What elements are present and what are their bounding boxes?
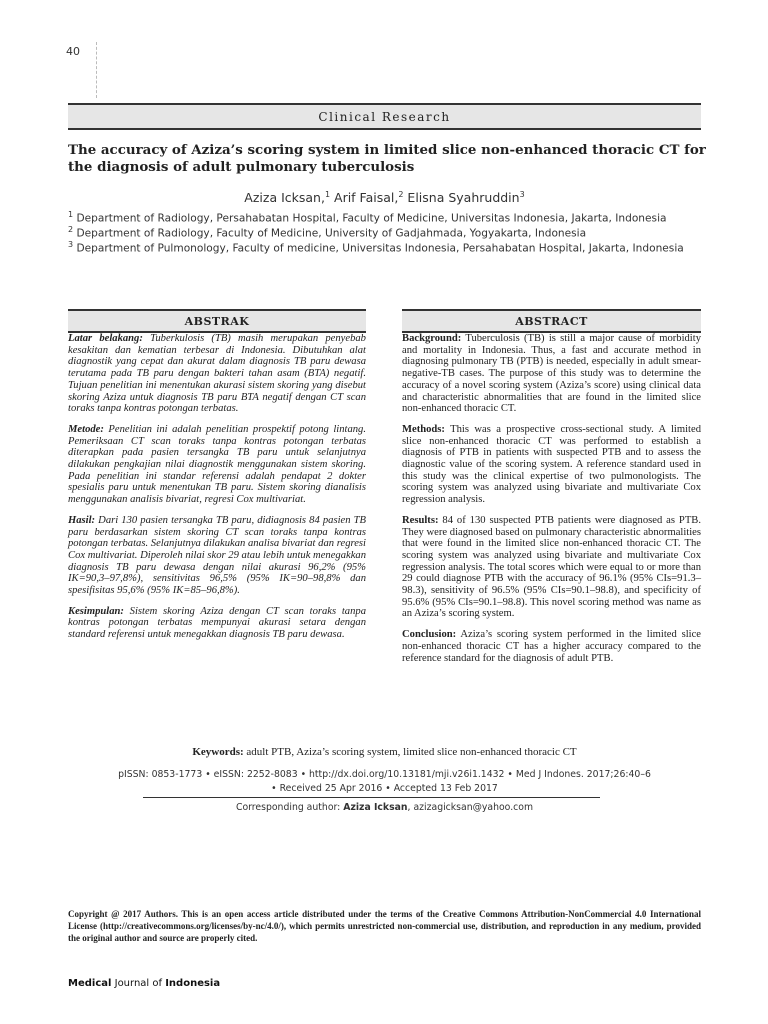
corr-label: Corresponding author: [235, 802, 344, 813]
paragraph-label: Metode: [68, 423, 104, 435]
author-sup: 1 [324, 190, 331, 199]
abstract-paragraph [402, 629, 701, 664]
author-list [68, 190, 701, 205]
paragraph-label: Latar belakang: [68, 333, 143, 344]
page-number: 40 [66, 45, 80, 58]
paragraph-label: Background: [402, 333, 462, 344]
abstract-paragraph [402, 515, 701, 620]
divider [143, 797, 600, 798]
publication-meta [68, 768, 701, 796]
abstract-body [402, 333, 701, 673]
corresponding-author [68, 802, 701, 813]
author-name: Aziza Icksan, [244, 190, 325, 206]
keywords [68, 746, 701, 758]
abstrak-paragraph [68, 333, 366, 415]
author-name: Elisna Syahruddin [403, 190, 520, 206]
affiliation-sup: 2 [68, 225, 74, 234]
abstrak-paragraph [68, 424, 366, 506]
abstrak-paragraph [68, 515, 366, 597]
margin-rule [96, 42, 97, 98]
abstrak-paragraph [68, 606, 366, 641]
footer-medical: Medical [68, 978, 112, 989]
author-name: Arif Faisal, [330, 190, 399, 206]
paragraph-text: Sistem skoring Aziza dengan CT scan toraks tanpa kontras potongan terbatas mempunyai akurasi setara dengan standard referensi untuk menegakkan diagnosis TB paru dewasa. [68, 605, 366, 641]
corr-email[interactable]: , azizagicksan@yahoo.com [407, 802, 534, 813]
paragraph-label: Conclusion: [402, 629, 457, 641]
copyright-notice: Copyright @ 2017 Authors. This is an open access article distributed under the terms of the Creative Commons Attribution-NonCommercial 4.0 International License (http://creativecommons.org/licenses/by-nc/4.0/), which permits unrestricted non-commercial use, distribution, and reproduction in any medium, provided the original author and source are properly cited. [68, 909, 701, 943]
author-sup: 2 [398, 190, 404, 199]
journal-footer [68, 978, 220, 989]
keywords-text: adult PTB, Aziza’s scoring system, limited slice non-enhanced thoracic CT [243, 746, 577, 758]
abstrak-body [68, 333, 366, 650]
meta-dates: • Received 25 Apr 2016 • Accepted 13 Feb 2017 [271, 783, 498, 794]
abstrak-heading: ABSTRAK [68, 309, 366, 333]
article-title: The accuracy of Aziza’s scoring system in limited slice non-enhanced thoracic CT for the diagnosis of adult pulmonary tuberculosis [68, 142, 706, 175]
abstract-paragraph [402, 333, 701, 415]
paragraph-label: Kesimpulan: [68, 605, 124, 617]
paragraph-label: Hasil: [68, 514, 96, 526]
affiliation-text: Department of Pulmonology, Faculty of medicine, Universitas Indonesia, Persahabatan Hospital, Jakarta, Indonesia [73, 242, 684, 255]
footer-indonesia: Indonesia [165, 978, 221, 989]
affiliation [68, 238, 684, 256]
paragraph-text: Penelitian ini adalah penelitian prospektif potong lintang. Pemeriksaan CT scan toraks tanpa kontras potongan terbatas diterapkan pada pasien tersangka TB paru untuk selanjutnya dilakukan pengkajian nilai diagnostik menggunakan sistem skoring. Pada penelitian ini standar referensi adalah pendapat 2 dokter spesialis paru untuk menentukan TB paru. Sistem skoring dianalisis menggunakan analisis bivariat, regresi Cox multivariat. [68, 423, 366, 506]
paragraph-label: Results: [402, 514, 439, 526]
paragraph-text: 84 of 130 suspected PTB patients were diagnosed as PTB. They were diagnosed based on pulmonary characteristic abnormalities that were found in the limited slice non-enhanced thoracic CT. The scoring system was analyzed using bivariate and multivariate Cox regression analysis. The total scores which were equal to or more than 29 could diagnose PTB with the accuracy of 96.1% (95% CIs=91.3–98.3), sensitivity of 96.5% (95% CIs=90.1–98.8), and specificity of 95.6% (95% CIs=90.1–98.8). This novel scoring method was name as an Aziza’s scoring system. [402, 514, 701, 620]
meta-ids: pISSN: 0853-1773 • eISSN: 2252-8083 • http://dx.doi.org/10.13181/mji.v26i1.1432 • Med J Indones. 2017;26:40–6 [118, 769, 651, 780]
affiliation-sup: 3 [68, 240, 74, 249]
keywords-label: Keywords: [192, 746, 244, 758]
affiliation-text: Department of Radiology, Faculty of Medicine, University of Gadjahmada, Yogyakarta, Indonesia [73, 227, 587, 240]
paragraph-text: Tuberkulosis (TB) masih merupakan penyebab kesakitan dan kematian terbesar di Indonesia. Dibutuhkan alat diagnostik yang cepat dan akurat dalam diagnosis TB paru dewasa terutama pada TB paru dengan bakteri tahan asam (BTA) negatif. Tujuan penelitian ini menentukan akurasi sistem skoring yang disebut skoring Aziza untuk diagnosis TB paru BTA negatif dengan CT scan toraks tanpa kontras potongan terbatas. [68, 333, 366, 415]
corr-name: Aziza Icksan [343, 802, 408, 813]
affiliation-text: Department of Radiology, Persahabatan Hospital, Faculty of Medicine, Universitas Indonesia, Jakarta, Indonesia [73, 212, 667, 225]
abstract-paragraph [402, 424, 701, 506]
affiliation-sup: 1 [68, 210, 74, 219]
paragraph-label: Methods: [402, 423, 445, 435]
paragraph-text: Tuberculosis (TB) is still a major cause of morbidity and mortality in Indonesia. Thus, a fast and accurate method in diagnosing pulmonary TB (PTB) is needed, especially in adult smear-negative-TB cases. The purpose of this study was to determine the accuracy of a novel scoring system (Aziza’s score) using clinical data and characteristic abnormalities that are found in the limited slice non-enhanced thoracic CT. [402, 333, 701, 415]
author-sup: 3 [519, 190, 525, 199]
paragraph-text: Dari 130 pasien tersangka TB paru, didiagnosis 84 pasien TB paru berdasarkan sistem skoring CT scan toraks tanpa kontras potongan terbatas. Selanjutnya dilakukan analisa bivariat dan regresi Cox multivariat. Diperoleh nilai skor 29 atau lebih untuk menegakkan diagnosis TB paru dewasa dengan nilai akurasi 96,2% (95% IK=90,3–97,8%), sensitivitas 96,5% (95% IK=90–98,8% dan spesifisitas 95,6% (95% IK=85–96,8%). [68, 514, 366, 597]
section-label: Clinical Research [318, 109, 451, 124]
section-header [68, 103, 701, 130]
abstract-header-wrap [402, 309, 701, 333]
footer-journal-of: Journal of [111, 978, 166, 989]
paragraph-text: Aziza’s scoring system performed in the limited slice non-enhanced thoracic CT has a higher accuracy compared to the reference standard for the diagnosis of adult PTB. [402, 629, 701, 664]
abstrak-header-wrap [68, 309, 366, 333]
paragraph-text: This was a prospective cross-sectional study. A limited slice non-enhanced thoracic CT was performed to establish a diagnosis of PTB in patients with suspected PTB and to assess the diagnostic value of the scoring system. A reference standard used in this study was the clinical expertise of two pulmonologists. The scoring system was analyzed using bivariate and multivariate Cox regression analysis. [402, 423, 701, 506]
abstract-heading: ABSTRACT [402, 309, 701, 333]
